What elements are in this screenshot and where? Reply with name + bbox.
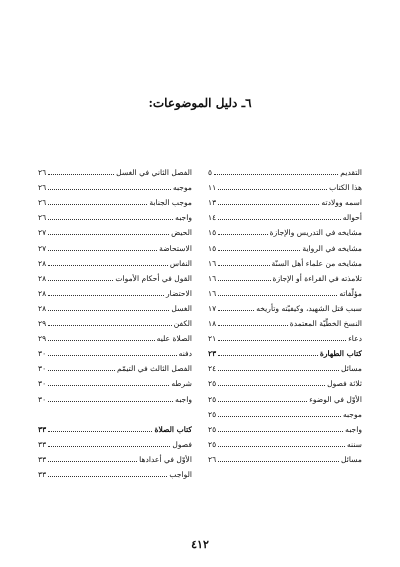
leader-dots — [48, 401, 173, 402]
toc-entry-title: دعاء — [348, 334, 362, 344]
toc-entry-title: هذا الكتاب — [329, 183, 362, 193]
leader-dots — [218, 401, 307, 402]
toc-entry-title: الصلاة عليه — [156, 334, 192, 344]
toc-entry-title: الأوّل في أعدادها — [139, 454, 192, 464]
toc-entry-title: مشايخه من علماء أهل السنّة — [271, 258, 362, 268]
toc-entry — [208, 207, 362, 222]
toc-entry-title: شرطه — [171, 379, 192, 389]
toc-entry — [38, 298, 192, 313]
toc-entry — [208, 404, 362, 419]
toc-entry-page: ٢٦ — [38, 198, 47, 208]
toc-entry — [208, 222, 362, 237]
toc-entry-page: ٢٦ — [38, 213, 47, 223]
toc-column-right — [208, 162, 362, 464]
toc-entry-page: ٢٦ — [38, 183, 47, 193]
leader-dots — [48, 325, 172, 326]
toc-entry-page: ٣٣ — [38, 469, 47, 479]
toc-entry-page: ٢٨ — [38, 288, 47, 298]
toc-entry — [38, 162, 192, 177]
leader-dots — [218, 204, 319, 205]
toc-entry-title: سبب قتل الشهيد، وكيفيّته وتأريخه — [256, 303, 362, 313]
toc-spacer — [38, 404, 192, 419]
toc-entry — [38, 464, 192, 479]
toc-entry — [38, 449, 192, 464]
toc-entry-page: ٢٤ — [208, 364, 217, 374]
leader-dots — [48, 461, 137, 462]
toc-entry — [208, 419, 362, 434]
toc-entry — [38, 434, 192, 449]
toc-entry — [38, 192, 192, 207]
toc-entry — [208, 192, 362, 207]
toc-entry-page: ١٤ — [208, 213, 217, 223]
toc-entry-title: مؤلّفاته — [339, 288, 362, 298]
toc-entry — [208, 388, 362, 403]
toc-entry-title: مشايخه في الرواية — [302, 243, 362, 253]
toc-entry-title: واجبه — [175, 394, 192, 404]
toc-entry — [208, 283, 362, 298]
toc-entry-page: ٣٣ — [38, 424, 47, 434]
leader-dots — [48, 310, 169, 311]
toc-entry-page: ٣٠ — [38, 349, 47, 359]
toc-entry-page: ٢٥ — [208, 439, 217, 449]
toc-column-left — [38, 162, 192, 479]
toc-entry-page: ١٦ — [208, 273, 217, 283]
leader-dots — [48, 340, 154, 341]
toc-entry-title: الأوّل في الوضوء — [309, 394, 362, 404]
leader-dots — [48, 476, 167, 477]
toc-entry-page: ٢٧ — [38, 228, 47, 238]
toc-entry — [38, 373, 192, 388]
toc-entry — [208, 268, 362, 283]
toc-entry — [208, 313, 362, 328]
toc-entry-title: الاحتضار — [166, 288, 192, 298]
toc-entry-page: ٥ — [208, 168, 213, 178]
leader-dots — [48, 370, 115, 371]
toc-entry-title: موجبه — [342, 409, 362, 419]
leader-dots — [48, 295, 164, 296]
toc-entry — [38, 207, 192, 222]
toc-entry — [38, 358, 192, 373]
toc-entry-page: ١٦ — [208, 258, 217, 268]
toc-entry-page: ٣٣ — [38, 439, 47, 449]
toc-entry-page: ٣٠ — [38, 394, 47, 404]
leader-dots — [218, 280, 270, 281]
leader-dots — [48, 431, 152, 432]
leader-dots — [218, 416, 341, 417]
leader-dots — [218, 250, 300, 251]
toc-entry-title: اسمه وولادته — [321, 198, 362, 208]
leader-dots — [48, 250, 157, 251]
toc-entry-title: أحواله — [342, 213, 362, 223]
toc-entry-page: ٢١ — [208, 334, 217, 344]
toc-entry — [38, 283, 192, 298]
toc-entry — [38, 313, 192, 328]
toc-entry-title: واجبه — [345, 424, 362, 434]
toc-entry-page: ٢٥ — [208, 424, 217, 434]
toc-entry-page: ٢٥ — [208, 409, 217, 419]
leader-dots — [218, 310, 254, 311]
toc-entry — [208, 358, 362, 373]
toc-entry — [208, 434, 362, 449]
toc-entry-title: موجب الجنابة — [149, 198, 192, 208]
toc-entry — [38, 328, 192, 343]
toc-entry-page: ٢٨ — [38, 258, 47, 268]
leader-dots — [218, 340, 346, 341]
toc-entry-page: ٣٣ — [38, 454, 47, 464]
toc-entry-title: مسائل — [340, 364, 362, 374]
toc-entry — [38, 177, 192, 192]
leader-dots — [218, 370, 339, 371]
toc-entry-page: ٢٣ — [208, 349, 217, 359]
toc-entry-title: موجبه — [172, 183, 192, 193]
toc-entry — [208, 343, 362, 358]
toc-entry-page: ٢٥ — [208, 379, 217, 389]
leader-dots — [48, 280, 113, 281]
toc-entry-page: ١٣ — [208, 198, 217, 208]
toc-entry-title: مشايخه في التدريس والإجازة — [269, 228, 362, 238]
toc-entry-title: الكفن — [173, 319, 192, 329]
toc-entry — [38, 343, 192, 358]
toc-entry — [208, 449, 362, 464]
leader-dots — [48, 234, 169, 235]
toc-entry-page: ١١ — [208, 183, 217, 193]
toc-entry-title: النفاس — [169, 258, 192, 268]
toc-entry-page: ٢٩ — [38, 319, 47, 329]
leader-dots — [48, 355, 176, 356]
toc-entry-page: ٣٠ — [38, 379, 47, 389]
toc-entry-title: الفصل الثالث في التيمّم — [116, 364, 192, 374]
leader-dots — [48, 265, 168, 266]
toc-entry — [208, 177, 362, 192]
leader-dots — [218, 355, 318, 356]
toc-entry-page: ٢٦ — [208, 454, 217, 464]
leader-dots — [48, 219, 173, 220]
leader-dots — [218, 461, 339, 462]
leader-dots — [214, 174, 338, 175]
toc-entry — [208, 373, 362, 388]
toc-entry-title: كتاب الصلاة — [154, 424, 192, 434]
toc-entry-page: ١٥ — [208, 243, 217, 253]
toc-entry — [208, 253, 362, 268]
toc-entry-page: ١٧ — [208, 303, 217, 313]
toc-entry-page: ١٨ — [208, 319, 217, 329]
toc-entry — [38, 268, 192, 283]
toc-entry — [208, 298, 362, 313]
toc-entry-page: ٢٨ — [38, 303, 47, 313]
toc-entry-page: ٢٨ — [38, 273, 47, 283]
page-number: ٤١٢ — [191, 538, 209, 551]
leader-dots — [218, 446, 345, 447]
leader-dots — [218, 219, 341, 220]
toc-entry — [208, 162, 362, 177]
toc-entry — [38, 253, 192, 268]
toc-entry — [38, 237, 192, 252]
toc-entry-title: القول في أحكام الأموات — [115, 273, 192, 283]
toc-entry-title: كتاب الطهارة — [319, 349, 362, 359]
leader-dots — [48, 189, 171, 190]
toc-entry-title: النسخ الخطّيّة المعتمدة — [289, 319, 362, 329]
toc-entry-title: فصول — [172, 439, 192, 449]
leader-dots — [48, 174, 114, 175]
leader-dots — [218, 385, 325, 386]
leader-dots — [218, 234, 267, 235]
leader-dots — [48, 446, 170, 447]
toc-entry-page: ١٦ — [208, 288, 217, 298]
leader-dots — [218, 431, 343, 432]
toc-entry-title: التقديم — [340, 168, 362, 178]
toc-entry-title: الاستحاضة — [159, 243, 192, 253]
toc-entry — [208, 237, 362, 252]
toc-entry-title: الفصل الثاني في الغسل — [116, 168, 192, 178]
toc-entry-title: الحيض — [171, 228, 192, 238]
leader-dots — [218, 265, 269, 266]
toc-entry — [38, 419, 192, 434]
toc-entry-title: ثلاثة فصول — [327, 379, 362, 389]
page-heading: ٦ـ دليل الموضوعات: — [148, 96, 252, 110]
toc-entry — [38, 388, 192, 403]
toc-entry — [38, 222, 192, 237]
toc-entry-title: دفنه — [178, 349, 192, 359]
toc-entry-title: سننه — [346, 439, 362, 449]
toc-entry-title: الواجب — [169, 469, 192, 479]
leader-dots — [48, 204, 147, 205]
leader-dots — [218, 189, 327, 190]
toc-entry-title: مسائل — [340, 454, 362, 464]
toc-entry-page: ٣٠ — [38, 364, 47, 374]
toc-entry — [208, 328, 362, 343]
toc-entry-page: ١٥ — [208, 228, 217, 238]
toc-entry-title: واجبه — [175, 213, 192, 223]
leader-dots — [48, 385, 169, 386]
leader-dots — [218, 325, 288, 326]
toc-entry-page: ٢٦ — [38, 168, 47, 178]
toc-entry-page: ٢٩ — [38, 334, 47, 344]
toc-entry-page: ٢٥ — [208, 394, 217, 404]
toc-entry-title: الغسل — [171, 303, 192, 313]
leader-dots — [218, 295, 337, 296]
toc-entry-page: ٢٧ — [38, 243, 47, 253]
toc-entry-title: تلامذته في القراءة أو الإجازة — [272, 273, 362, 283]
